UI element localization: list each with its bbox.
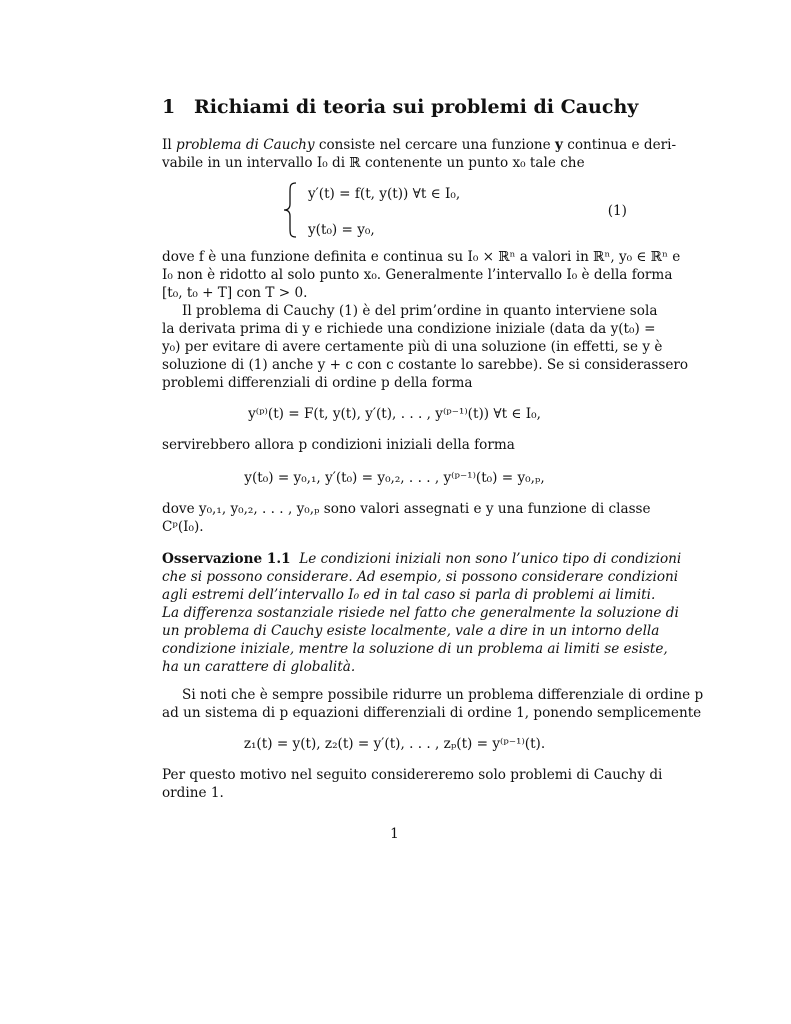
section-number: 1 [162,96,176,118]
para6-line-2: ad un sistema di p equazioni differenziali di ordine 1, ponendo semplicemente [162,705,702,721]
page-number: 1 [390,826,399,842]
para4-line: servirebbero allora p condizioni iniziali della forma [162,437,515,453]
remark-line-7: ha un carattere di globalità. [162,659,356,675]
para3-line-3: y₀) per evitare di avere certamente più di una soluzione (in effetti, se y è [162,339,663,355]
remark-line-2: che si possono considerare. Ad esempio, si possono considerare condizioni [162,569,679,585]
system-equation-2: y(t₀) = y₀, [308,222,375,238]
para1-line-1: Il problema di Cauchy consiste nel cercare una funzione y continua e deri- [162,137,677,153]
remark-line-1: Osservazione 1.1 Le condizioni iniziali non sono l’unico tipo di condizioni [162,551,682,567]
term-problema-di-cauchy: problema di Cauchy [176,137,315,153]
remark-line-6: condizione iniziale, mentre la soluzione di un problema ai limiti se esiste, [162,641,668,657]
remark-line-3: agli estremi dell’intervallo I₀ ed in tal caso si parla di problemi ai limiti. [162,587,656,603]
para3-line-5: problemi differenziali di ordine p della forma [162,375,473,391]
remark-line-4: La differenza sostanziale risiede nel fatto che generalmente la soluzione di [162,605,679,621]
para2-line-1: dove f è una funzione definita e continua su I₀ × ℝⁿ a valori in ℝⁿ, y₀ ∈ ℝⁿ e [162,249,681,265]
equation-reduction: z₁(t) = y(t), z₂(t) = y′(t), . . . , zₚ(t) = y⁽ᵖ⁻¹⁾(t). [243,736,546,752]
para7-line-2: ordine 1. [162,785,224,801]
section-title: Richiami di teoria sui problemi di Cauchy [194,96,639,118]
para2-line-2: I₀ non è ridotto al solo punto x₀. Generalmente l’intervallo I₀ è della forma [162,267,673,283]
para5-line-1: dove y₀,₁, y₀,₂, . . . , y₀,ₚ sono valori assegnati e y una funzione di classe [162,501,651,517]
para3-line-4: soluzione di (1) anche y + c con c costante lo sarebbe). Se si considerassero [162,357,689,373]
equation-label-1: (1) [607,203,627,219]
para1-line-2: vabile in un intervallo I₀ di ℝ contenente un punto x₀ tale che [162,155,585,171]
left-brace-icon [282,182,300,238]
remark-label: Osservazione 1.1 [162,551,291,567]
section-heading [162,96,639,118]
equation-initial-conditions: y(t₀) = y₀,₁, y′(t₀) = y₀,₂, . . . , y⁽ᵖ⁻¹⁾(t₀) = y₀,ₚ, [244,470,545,486]
para6-line-1: Si noti che è sempre possibile ridurre un problema differenziale di ordine p [182,687,704,703]
para3-line-2: la derivata prima di y e richiede una condizione iniziale (data da y(t₀) = [162,321,656,337]
equation-high-order: y⁽ᵖ⁾(t) = F(t, y(t), y′(t), . . . , y⁽ᵖ⁻¹⁾(t)) ∀t ∈ I₀, [248,406,541,422]
para5-line-2: Cᵖ(I₀). [162,519,204,535]
para2-line-3: [t₀, t₀ + T] con T > 0. [162,285,308,301]
system-equation-1: y′(t) = f(t, y(t)) ∀t ∈ I₀, [308,186,461,202]
remark-line-5: un problema di Cauchy esiste localmente, vale a dire in un intorno della [162,623,660,639]
para7-line-1: Per questo motivo nel seguito considereremo solo problemi di Cauchy di [162,767,663,783]
para3-line-1: Il problema di Cauchy (1) è del prim’ordine in quanto interviene sola [182,303,658,319]
